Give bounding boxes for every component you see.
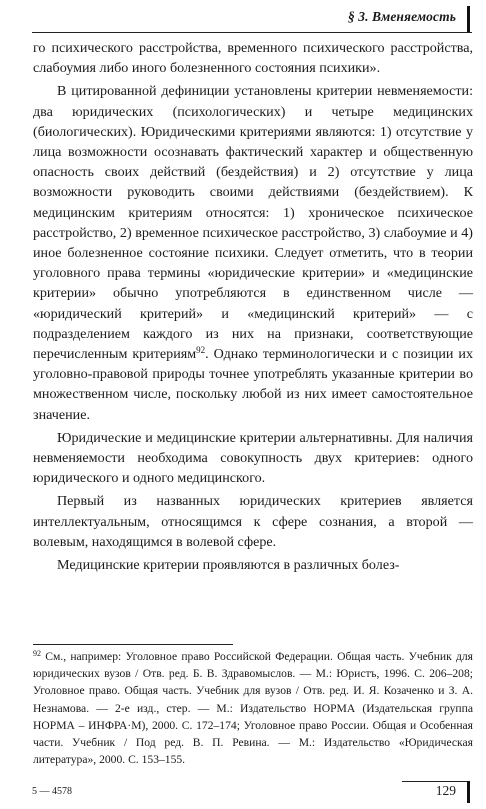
footnote-ref-92: 92 [196,345,206,356]
paragraph-2 [33,81,473,424]
running-title: § 3. Вменяемость [347,9,456,24]
header-edge-bar [467,6,470,32]
paragraph-2-text-after: . Однако терминологически и с позиции их уголовно-правовой природы точнее употреблять указанные критерии во множественном числе, поскольку любой из них имеет самостоятельное значение. [33,346,473,423]
paragraph-1: го психического расстройства, временного психического расстройства, слабоумия либо иного болезненного состояния психики». [33,40,473,77]
footnote-number: 92 [33,649,41,658]
footer-rule [402,781,470,782]
footnote-divider [33,644,233,645]
footnote-text: См., например: Уголовное право Российской Федерации. Общая часть. Учебник для юридических вузов / Отв. ред. Б. В. Здравомыслов. — М.: Юристъ, 1996. С. 206–208; Уголовное право. Общая часть. Учебник для вузов / Отв. ред. И. Я. Козаченко и З. А. Незнамова. — 2-е изд., стер. — М.: Издательство НОРМА (Издательская группа НОРМА – ИНФРА·М), 2000. С. 172–174; Уголовное право России. Общая и Особенная части. Учебник / Под ред. В. П. Ревина. — М.: Издательство «Юридическая литература», 2000. С. 153–155. [33,650,473,767]
main-text [33,38,473,575]
printer-signature: 5 — 4578 [32,786,72,797]
paragraph-5: Медицинские критерии проявляются в различных болез- [57,557,400,574]
paragraph-2-text: В цитированной дефиниции установлены критерии невменяемости: два юридических (психологических) и четыре медицинских (биологических). Юридическими критериями являются: 1) отсутствие у лица возможности осознавать фактический характер и общественную опасность своих действий (бездействия) и 2) отсутствие у лица возможности руководить своими действиями (бездействием). К медицинским критериям относятся: 1) хроническое психическое расстройство, 2) временное психическое расстройство, 3) слабоумие и 4) иное болезненное состояние психики. Следует отметить, что в теории уголовного права термины «юридические критерии» и «медицинские критерии» обычно употребляются в единственном числе — «юридический критерий» и «медицинский критерий» — с подразделением каждого из них на признаки, соответствующие перечисленным критериям [33,83,473,363]
page-number: 129 [435,783,456,798]
running-header [32,6,472,33]
footnote-92 [33,648,473,768]
page-footer [32,782,472,804]
paragraph-4: Первый из названных юридических критериев является интеллектуальным, относящимся к сфере сознания, а второй — волевым, находящимся в волевой сфере. [33,493,473,550]
paragraph-3: Юридические и медицинские критерии альтернативны. Для наличия невменяемости необходима совокупность двух критериев: одного юридического и одного медицинского. [33,429,473,487]
footer-edge-bar [467,781,470,803]
